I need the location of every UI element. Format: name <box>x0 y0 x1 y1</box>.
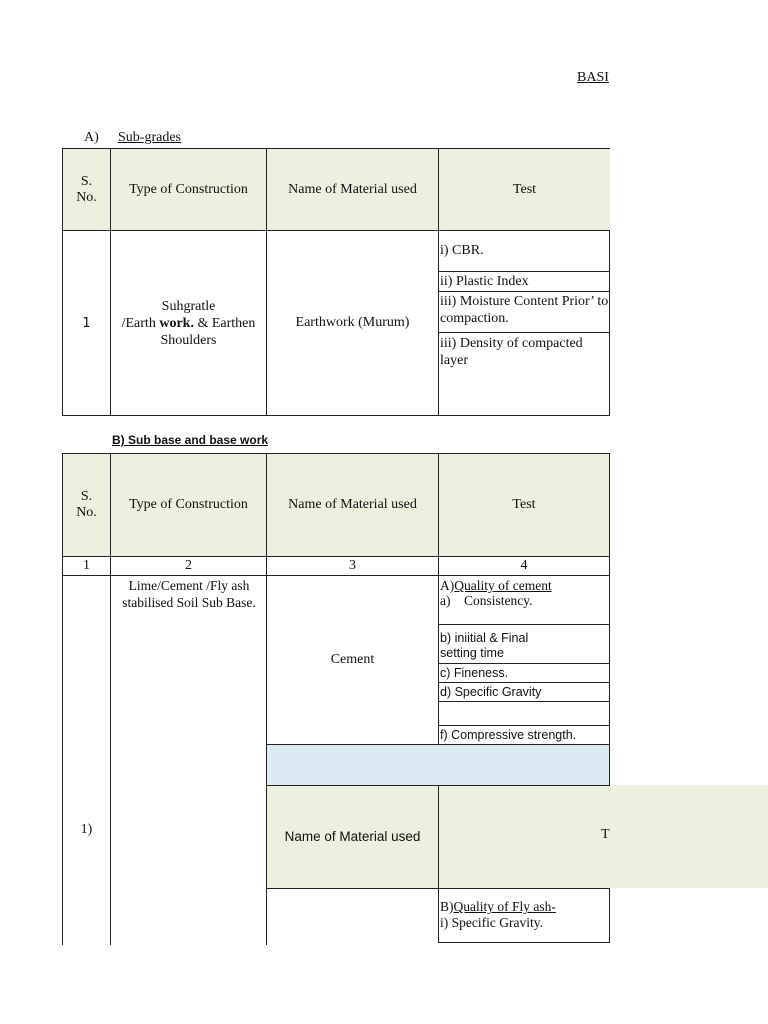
flyash-quality-heading <box>440 899 556 915</box>
test-plastic-index: ii) Plastic Index <box>440 274 529 289</box>
row-type-of-construction <box>110 230 267 416</box>
test-fineness: c) Fineness. <box>440 666 509 680</box>
b-header-sno: S. No. <box>62 453 111 557</box>
col-number-3: 3 <box>266 556 439 576</box>
col-number-1: 1 <box>62 556 111 576</box>
b-row-material-cement: Cement <box>330 652 375 667</box>
b-header-material: Name of Material used <box>266 453 439 557</box>
b-row-sno: 1) <box>80 822 93 837</box>
test-density: iii) Density of compacted layer <box>440 336 583 368</box>
flyash-prefix: B) <box>440 899 454 914</box>
type-line-2b: work. <box>159 315 194 331</box>
test-setting-time: b) iniitial & Final setting time <box>440 631 529 660</box>
header-sno: S. No. <box>62 148 111 231</box>
test-cbr: i) CBR. <box>440 243 484 258</box>
row-material: Earthwork (Murum) <box>266 230 439 416</box>
cement-quality-title: Quality of cement <box>454 578 552 593</box>
col-number-2: 2 <box>110 556 267 576</box>
page-title: BASI <box>577 70 609 85</box>
section-a-label: A) <box>84 130 99 145</box>
col-number-4: 4 <box>438 556 610 576</box>
test-specific-gravity: d) Specific Gravity <box>440 685 542 699</box>
type-line-2a: /Earth <box>121 315 160 331</box>
blue-separator-row <box>267 745 610 785</box>
test-compressive-strength: f) Compressive strength. <box>440 728 577 742</box>
header-type-of-construction: Type of Construction <box>110 148 267 231</box>
type-line-2 <box>122 315 256 332</box>
cement-quality-prefix: A) <box>440 578 455 593</box>
row-sno: 1 <box>62 230 111 416</box>
b-header-type-of-construction: Type of Construction <box>110 453 267 557</box>
section-a-title: Sub-grades <box>118 130 181 145</box>
flyash-specific-gravity: i) Specific Gravity. <box>440 915 543 930</box>
flyash-title: Quality of Fly ash- <box>453 899 556 914</box>
b-row-type-of-construction: Lime/Cement /Fly ash stabilised Soil Sub Base. <box>122 578 256 610</box>
b-header-test: Test <box>438 453 610 557</box>
header-material: Name of Material used <box>266 148 439 231</box>
header-test: Test <box>438 148 610 231</box>
repeat-header-material: Name of Material used <box>284 829 421 844</box>
type-line-2c: & Earthen <box>193 315 256 331</box>
type-line-1: Suhgratle <box>161 298 216 314</box>
test-consistency: a) Consistency. <box>440 593 533 608</box>
cement-quality-heading <box>440 578 552 594</box>
repeat-header-test: T <box>601 827 610 842</box>
type-line-3: Shoulders <box>160 332 217 348</box>
test-moisture-content: iii) Moisture Content Prior’ to compaction. <box>440 294 609 326</box>
section-b-title: B) Sub base and base work <box>112 433 269 447</box>
